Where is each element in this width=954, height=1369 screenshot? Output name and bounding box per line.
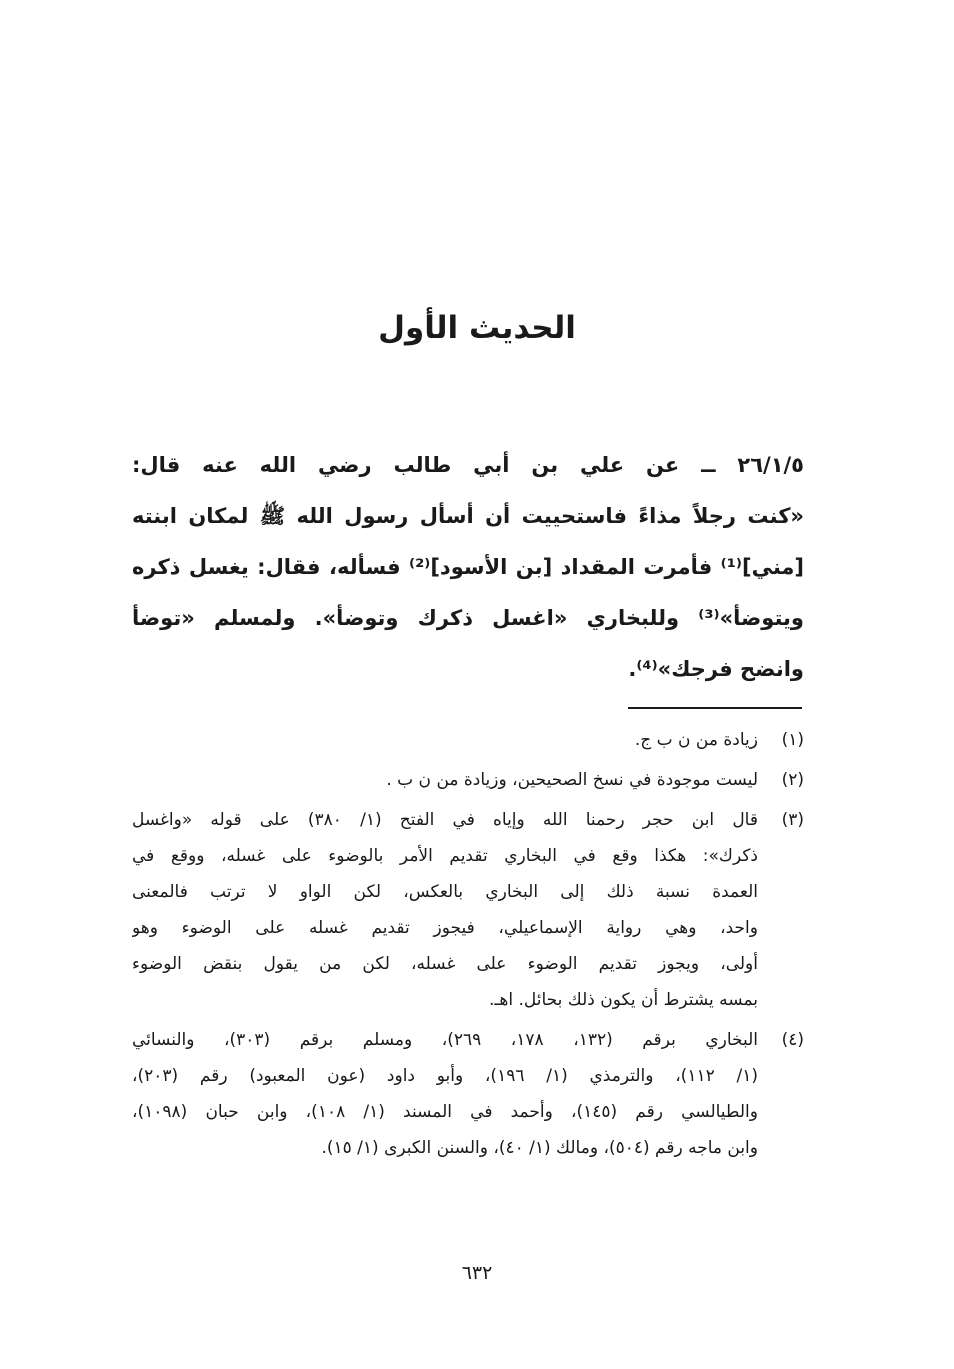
footnote-number: (٣) (781, 810, 804, 830)
footnote-body (132, 762, 758, 798)
footnote-line: أولى، ويجوز تقديم الوضوء على غسله، لكن من يقول بنقض الوضوء (132, 954, 758, 974)
hadith-line: [مني]⁽¹⁾ فأمرت المقداد [بن الأسود]⁽²⁾ فسأله، فقال: يغسل ذكره (132, 555, 804, 579)
hadith-line: ويتوضأ»⁽³⁾ وللبخاري «اغسل ذكرك وتوضأ». ولمسلم «توضأ (132, 606, 804, 630)
footnote-body (132, 1022, 758, 1166)
hadith-line: «كنت رجلاً مذاءً فاستحييت أن أسأل رسول الله ﷺ لمكان ابنته (132, 504, 804, 528)
footnote-2 (132, 762, 804, 798)
footnote-line: زيادة من ن ب ج. (634, 730, 758, 750)
footnote-number: (١) (781, 730, 804, 750)
footnote-4 (132, 1022, 804, 1166)
footnote-separator (628, 707, 802, 709)
footnote-line: واحد، وهي رواية الإسماعيلي، فيجوز تقديم غسله على الوضوء وهو (132, 918, 758, 938)
hadith-line: وانضح فرجك»⁽⁴⁾. (628, 657, 804, 681)
footnote-number: (٤) (781, 1030, 804, 1050)
chapter-title: الحديث الأول (378, 310, 576, 346)
footnote-line: وابن ماجه رقم (٥٠٤)، ومالك (١/ ٤٠)، والسنن الكبرى (١/ ١٥). (321, 1138, 758, 1158)
footnote-line: والطيالسي رقم (١٤٥)، وأحمد في المسند (١/ ١٠٨)، وابن حبان (١٠٩٨)، (132, 1102, 758, 1122)
footnote-number: (٢) (781, 770, 804, 790)
hadith-text (132, 440, 804, 695)
footnote-body (132, 802, 758, 1018)
footnote-line: البخاري برقم (١٣٢، ١٧٨، ٢٦٩)، ومسلم برقم (٣٠٣)، والنسائي (132, 1030, 758, 1050)
footnote-line: (١/ ١١٢)، والترمذي (١/ ١٩٦)، وأبو داود (عون المعبود) رقم (٢٠٣)، (132, 1066, 758, 1086)
footnote-body (132, 722, 758, 758)
page-number: ٦٣٢ (461, 1262, 493, 1284)
footnotes (132, 722, 804, 1170)
footnote-1 (132, 722, 804, 758)
footnote-line: العمدة نسبة ذلك إلى البخاري بالعكس، لكن الواو لا ترتب فالمعنى (132, 882, 758, 902)
footnote-3 (132, 802, 804, 1018)
footnote-line: قال ابن حجر رحمنا الله وإياه في الفتح (١/ ٣٨٠) على قوله «واغسل (132, 810, 758, 830)
hadith-line: ٢٦/١/٥ ــ عن علي بن أبي طالب رضي الله عنه قال: (132, 453, 804, 477)
footnote-line: ليست موجودة في نسخ الصحيحين، وزيادة من ن ب . (386, 770, 758, 790)
footnote-line: بمسه يشترط أن يكون ذلك بحائل. اهـ. (488, 990, 758, 1010)
footnote-line: ذكرك»: هكذا وقع في البخاري تقديم الأمر بالوضوء على غسله، ووقع في (132, 846, 758, 866)
